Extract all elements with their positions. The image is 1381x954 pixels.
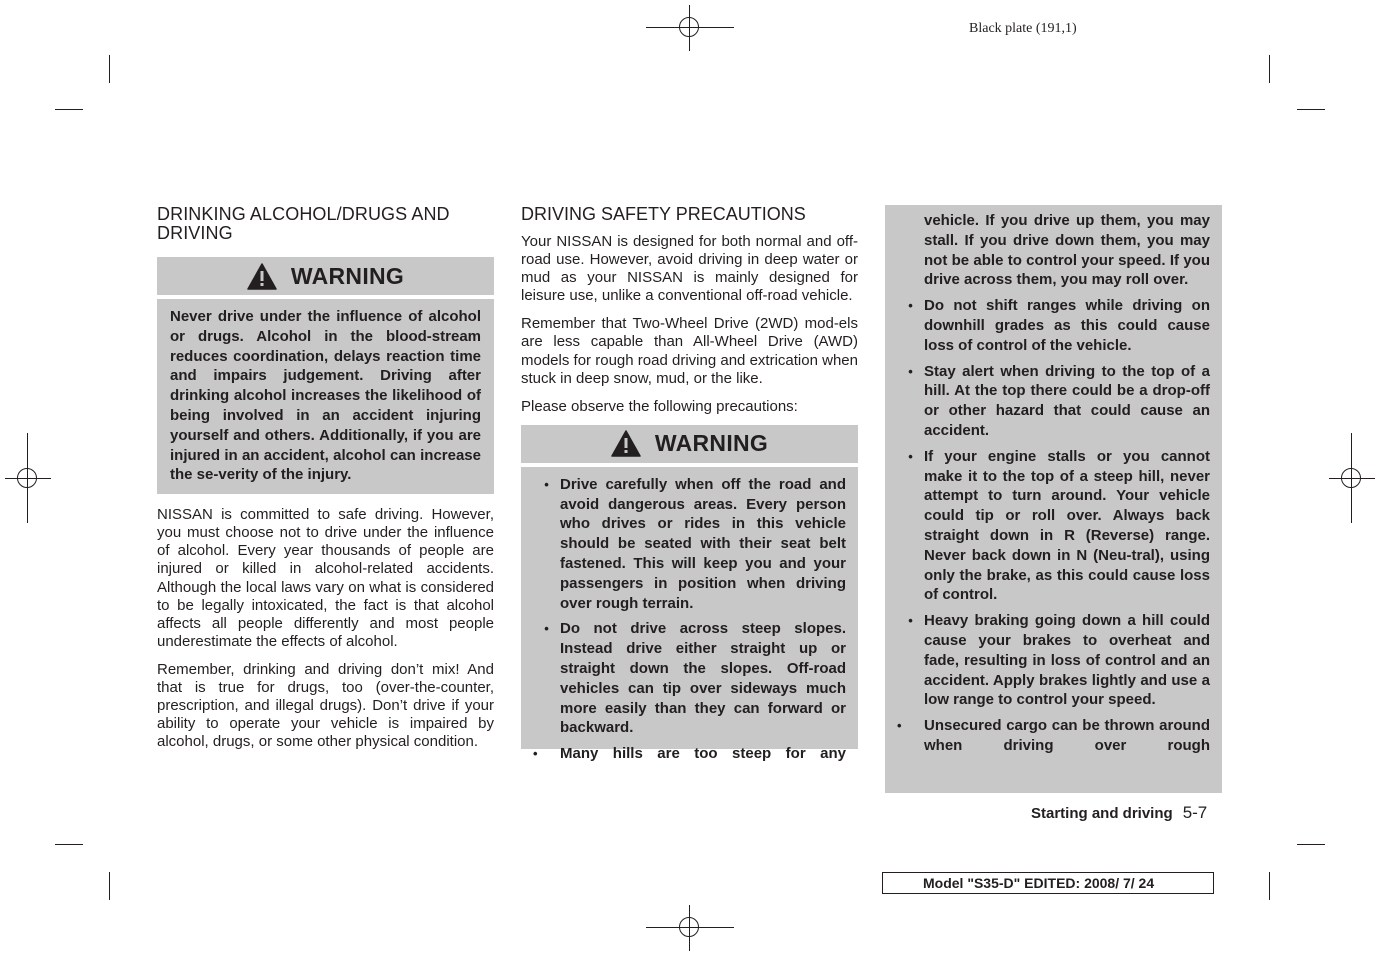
paragraph: Remember that Two-Wheel Drive (2WD) mod-els are less capable than All-Wheel Drive (AWD) models for rough road driving and extrication when stuck in deep snow, mud, or the like. xyxy=(521,315,858,387)
list-item: • Do not shift ranges while driving on downhill grades as this could cause loss of control of the vehicle. xyxy=(897,296,1210,355)
warning-bullet-list xyxy=(897,296,1210,756)
warning-triangle-icon xyxy=(611,430,641,457)
warning-title: WARNING xyxy=(654,430,769,457)
warning-continuation: vehicle. If you drive up them, you may stall. If you drive down them, you may not be able to control your speed. If you drive across them, you may roll over. xyxy=(924,212,1210,289)
warning-body xyxy=(521,467,858,763)
warning-body xyxy=(157,299,494,494)
paragraph: NISSAN is committed to safe driving. However, you must choose not to drive under the influence of alcohol. Every year thousands of people are injured or killed in alcohol-related accidents. Although the local laws vary on what is considered to be legally intoxicated, the fact is that alcohol affects all people differently and most people underestimate the effects of alcohol. xyxy=(157,506,494,650)
bullet-icon: • xyxy=(908,363,913,379)
bullet-icon: • xyxy=(908,298,913,314)
crop-mark xyxy=(1297,844,1325,845)
warning-header xyxy=(521,425,858,463)
crop-mark xyxy=(1297,109,1325,110)
warning-triangle-icon xyxy=(247,263,277,290)
list-item: • If your engine stalls or you cannot make it to the top of a steep hill, never attempt to turn around. Your vehicle could tip or roll over. Always back straight down in R (Reverse) range. Never back down in N (Neu-tral), using only the brake, as this could cause loss of control. xyxy=(897,447,1210,605)
list-item: • Do not drive across steep slopes. Instead drive either straight up or straight down the slopes. Off-road vehicles can tip over sideways much more easily than they can forward or backward. xyxy=(533,619,846,738)
bullet-icon: • xyxy=(897,718,902,734)
section-name: Starting and driving xyxy=(1031,805,1173,822)
section-heading-alcohol: DRINKING ALCOHOL/DRUGS AND DRIVING xyxy=(157,204,450,243)
list-item: • Stay alert when driving to the top of a hill. At the top there could be a drop-off or other hazard that could cause an accident. xyxy=(897,362,1210,441)
registration-line xyxy=(27,433,28,523)
registration-mark-right xyxy=(1329,456,1375,502)
paragraph: Your NISSAN is designed for both normal and off-road use. However, avoid driving in deep water or mud as your NISSAN is mainly designed for leisure use, unlike a conventional off-road vehicle. xyxy=(521,233,858,305)
bullet-icon: • xyxy=(544,476,549,492)
warning-title: WARNING xyxy=(290,262,405,289)
warning-text: Never drive under the influence of alcohol or drugs. Alcohol in the blood-stream reduces coordination, delays reaction time and impairs judgement. Driving after drinking alcohol increases the likelihood of being involved in an accident injuring yourself and others. Additionally, if you are injured in an accident, alcohol can increase the se-verity of the injury. xyxy=(170,308,481,484)
registration-mark-left xyxy=(5,456,51,502)
page-number: 5-7 xyxy=(1182,803,1208,822)
plate-label: Black plate (191,1) xyxy=(969,21,1077,36)
list-item: • Drive carefully when off the road and avoid dangerous areas. Every person who drives or rides in this vehicle should be seated with their seat belt fastened. This will keep you and your passengers in position when driving over rough terrain. xyxy=(533,475,846,614)
bullet-icon: • xyxy=(908,613,913,629)
crop-mark xyxy=(55,844,83,845)
model-edited-label: Model "S35-D" EDITED: 2008/ 7/ 24 xyxy=(882,872,1214,894)
warning-bullet-list xyxy=(533,475,846,764)
column-2 xyxy=(521,204,858,763)
bullet-icon: • xyxy=(533,746,538,762)
list-item: • Many hills are too steep for any xyxy=(533,745,846,763)
list-item: • Unsecured cargo can be thrown around when driving over rough xyxy=(897,717,1210,754)
warning-header xyxy=(157,257,494,295)
crop-mark xyxy=(55,109,83,110)
crop-mark xyxy=(1269,55,1270,83)
list-item: • Heavy braking going down a hill could cause your brakes to overheat and fade, resulting in loss of control and an accident. Apply brakes lightly and use a low range to control your speed. xyxy=(897,611,1210,710)
crop-mark xyxy=(1269,872,1270,900)
section-heading-safety: DRIVING SAFETY PRECAUTIONS xyxy=(521,204,806,224)
registration-mark-bottom xyxy=(667,905,713,951)
registration-line xyxy=(646,927,734,928)
paragraph: Remember, drinking and driving don’t mix! And that is true for drugs, too (over-the-counter, prescription, and illegal drugs). Don’t drive if your ability to operate your vehicle is impaired by alcohol, drugs, or some other physical condition. xyxy=(157,660,494,751)
registration-mark-top xyxy=(667,5,713,51)
warning-body-continued xyxy=(885,205,1222,793)
registration-line xyxy=(646,27,734,28)
column-3 xyxy=(885,205,1222,793)
page-footer xyxy=(1031,803,1207,823)
column-1 xyxy=(157,205,494,761)
crop-mark xyxy=(109,55,110,83)
bullet-icon: • xyxy=(908,448,913,464)
paragraph: Please observe the following precautions: xyxy=(521,397,798,415)
bullet-icon: • xyxy=(544,621,549,637)
registration-line xyxy=(1351,433,1352,523)
crop-mark xyxy=(109,872,110,900)
